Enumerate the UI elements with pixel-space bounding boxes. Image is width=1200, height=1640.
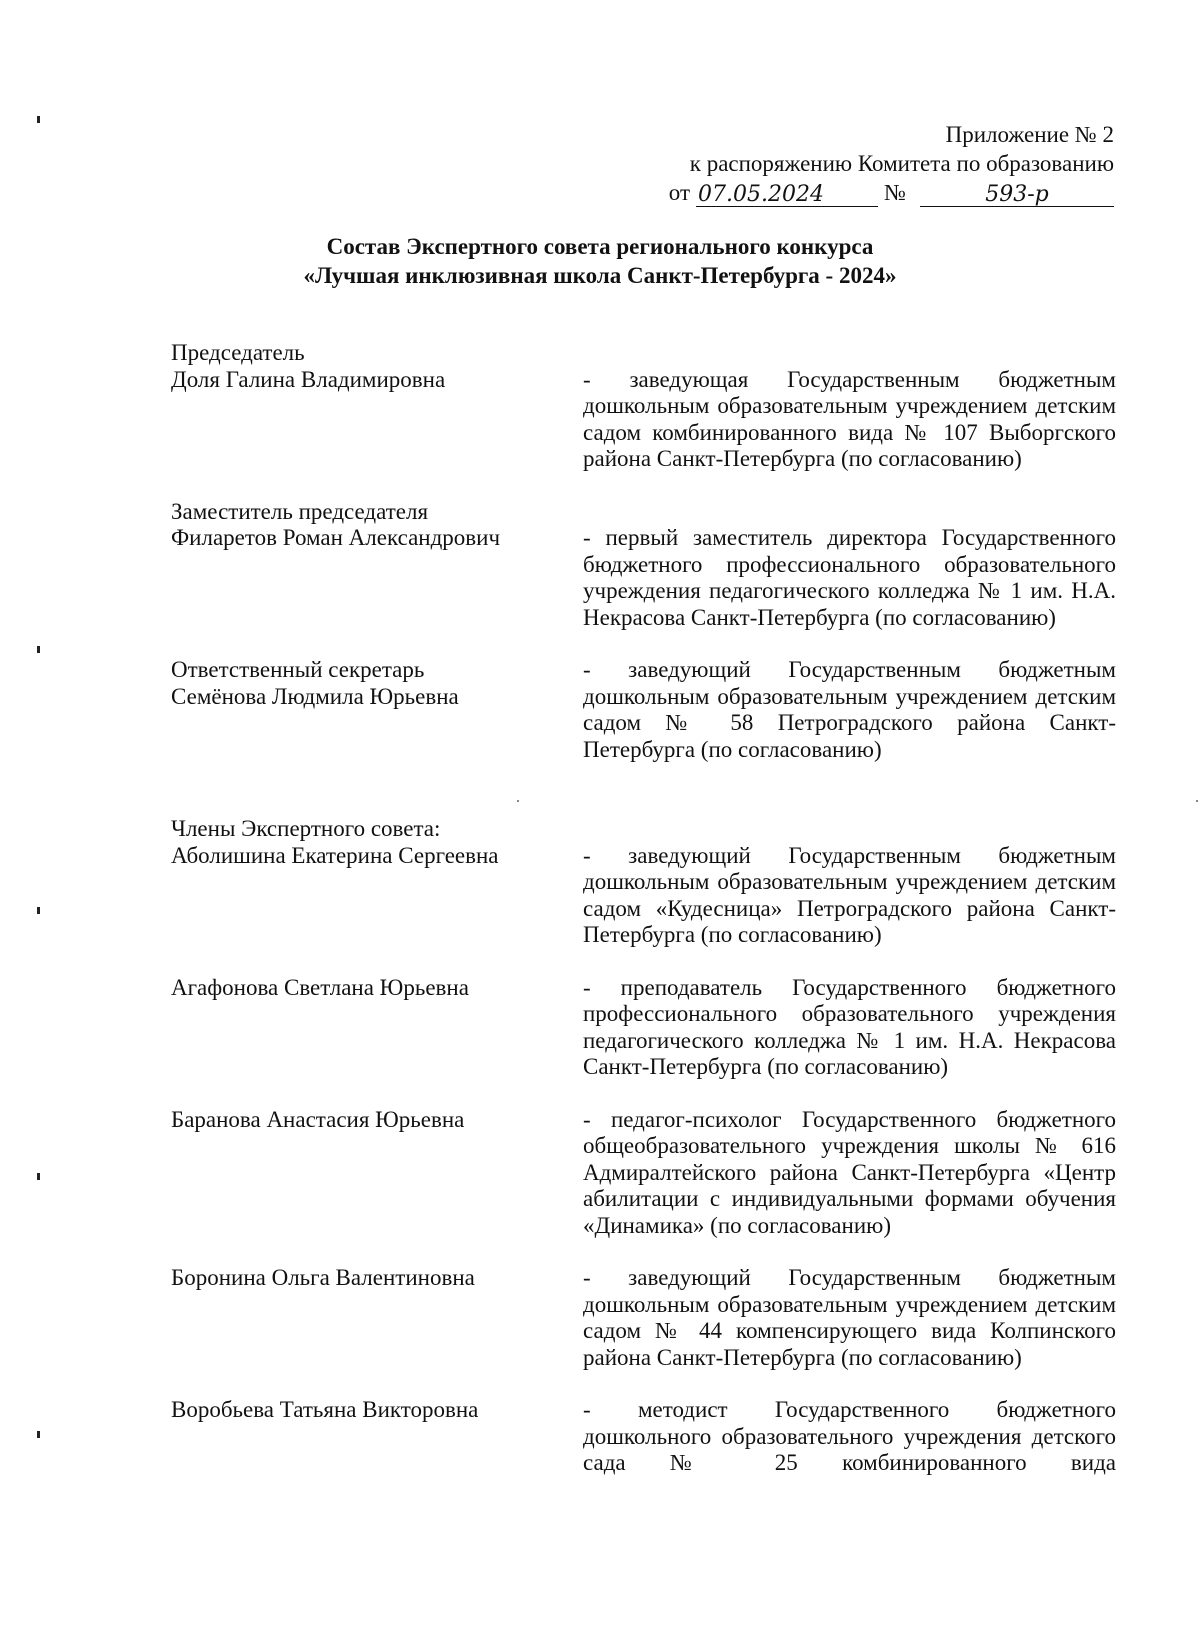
- annex-number: Приложение № 2: [945, 122, 1114, 147]
- scan-margin-mark: [37, 646, 40, 653]
- member-name: Боронина Ольга Валентиновна: [171, 1265, 475, 1290]
- member-name: Семёнова Людмила Юрьевна: [171, 683, 459, 709]
- member-description: - заведующий Государственным бюджетным дошкольным образовательным учреждением детским садом № 44 компенсирующего вида Колпинского района Санкт-Петербурга (по согласованию): [583, 1265, 1116, 1370]
- handwritten-number: 593-р: [920, 184, 1114, 207]
- member-name: Агафонова Светлана Юрьевна: [171, 974, 469, 1000]
- title-line-1: Состав Экспертного совета регионального конкурса: [326, 234, 874, 259]
- annex-date-number-line: [669, 178, 1114, 207]
- member-role: Заместитель председателя: [171, 498, 429, 524]
- document-title: [0, 232, 1200, 290]
- member-entry: [171, 816, 1116, 949]
- scan-margin-mark: [37, 1431, 40, 1438]
- title-line-2: «Лучшая инклюзивная школа Санкт-Петербурга - 2024»: [303, 263, 897, 288]
- member-role: Члены Экспертного совета:: [171, 816, 441, 841]
- number-label: №: [884, 180, 906, 205]
- scan-margin-mark: [37, 907, 40, 914]
- member-entry: [171, 1265, 1116, 1371]
- member-name: Баранова Анастасия Юрьевна: [171, 1106, 465, 1132]
- member-entry: [171, 975, 1116, 1081]
- member-entry: [171, 1107, 1116, 1240]
- member-name: Доля Галина Владимировна: [171, 366, 446, 392]
- member-name: Аболишина Екатерина Сергеевна: [171, 842, 499, 868]
- scan-edge-mark: [1196, 800, 1198, 802]
- member-entry: [171, 657, 1116, 763]
- scan-margin-mark: [37, 1173, 40, 1180]
- handwritten-date: 07.05.2024: [696, 184, 878, 207]
- member-name: Воробьева Татьяна Викторовна: [171, 1397, 479, 1422]
- member-description: - заведующий Государственным бюджетным дошкольным образовательным учреждением детским садом № 58 Петроградского района Санкт-Петербурга (по согласованию): [583, 657, 1116, 762]
- member-entry: [171, 1397, 1116, 1477]
- annex-reference: к распоряжению Комитета по образованию: [689, 151, 1114, 176]
- member-name: Филаретов Роман Александрович: [171, 525, 501, 550]
- member-role: Ответственный секретарь: [171, 657, 425, 682]
- council-member-list: [171, 340, 1116, 1477]
- member-description: - заведующая Государственным бюджетным дошкольным образовательным учреждением детским садом комбинированного вида № 107 Выборгского района Санкт-Петербурга (по согласованию): [583, 366, 1116, 471]
- member-entry: [171, 499, 1116, 632]
- member-role: Председатель: [171, 340, 305, 365]
- member-description: - заведующий Государственным бюджетным дошкольным образовательным учреждением детским садом «Кудесница» Петроградского района Санкт-Петербурга (по согласованию): [583, 842, 1116, 947]
- member-description: - первый заместитель директора Государственного бюджетного профессионального образовательного учреждения педагогического колледжа № 1 им. Н.А. Некрасова Санкт-Петербурга (по согласованию): [583, 525, 1116, 630]
- member-description: - педагог-психолог Государственного бюджетного общеобразовательного учреждения школы № 616 Адмиралтейского района Санкт-Петербурга «Центр абилитации с индивидуальными формами обучения «Динамика» (по согласованию): [583, 1106, 1116, 1238]
- scan-margin-mark: [37, 116, 40, 123]
- annex-header: [669, 120, 1114, 207]
- member-description: - методист Государственного бюджетного дошкольного образовательного учреждения детского сада № 25 комбинированного вида: [583, 1397, 1116, 1475]
- from-label: от: [668, 180, 691, 205]
- member-description: - преподаватель Государственного бюджетного профессионального образовательного учреждения педагогического колледжа № 1 им. Н.А. Некрасова Санкт-Петербурга (по согласованию): [583, 974, 1116, 1079]
- member-entry: [171, 340, 1116, 473]
